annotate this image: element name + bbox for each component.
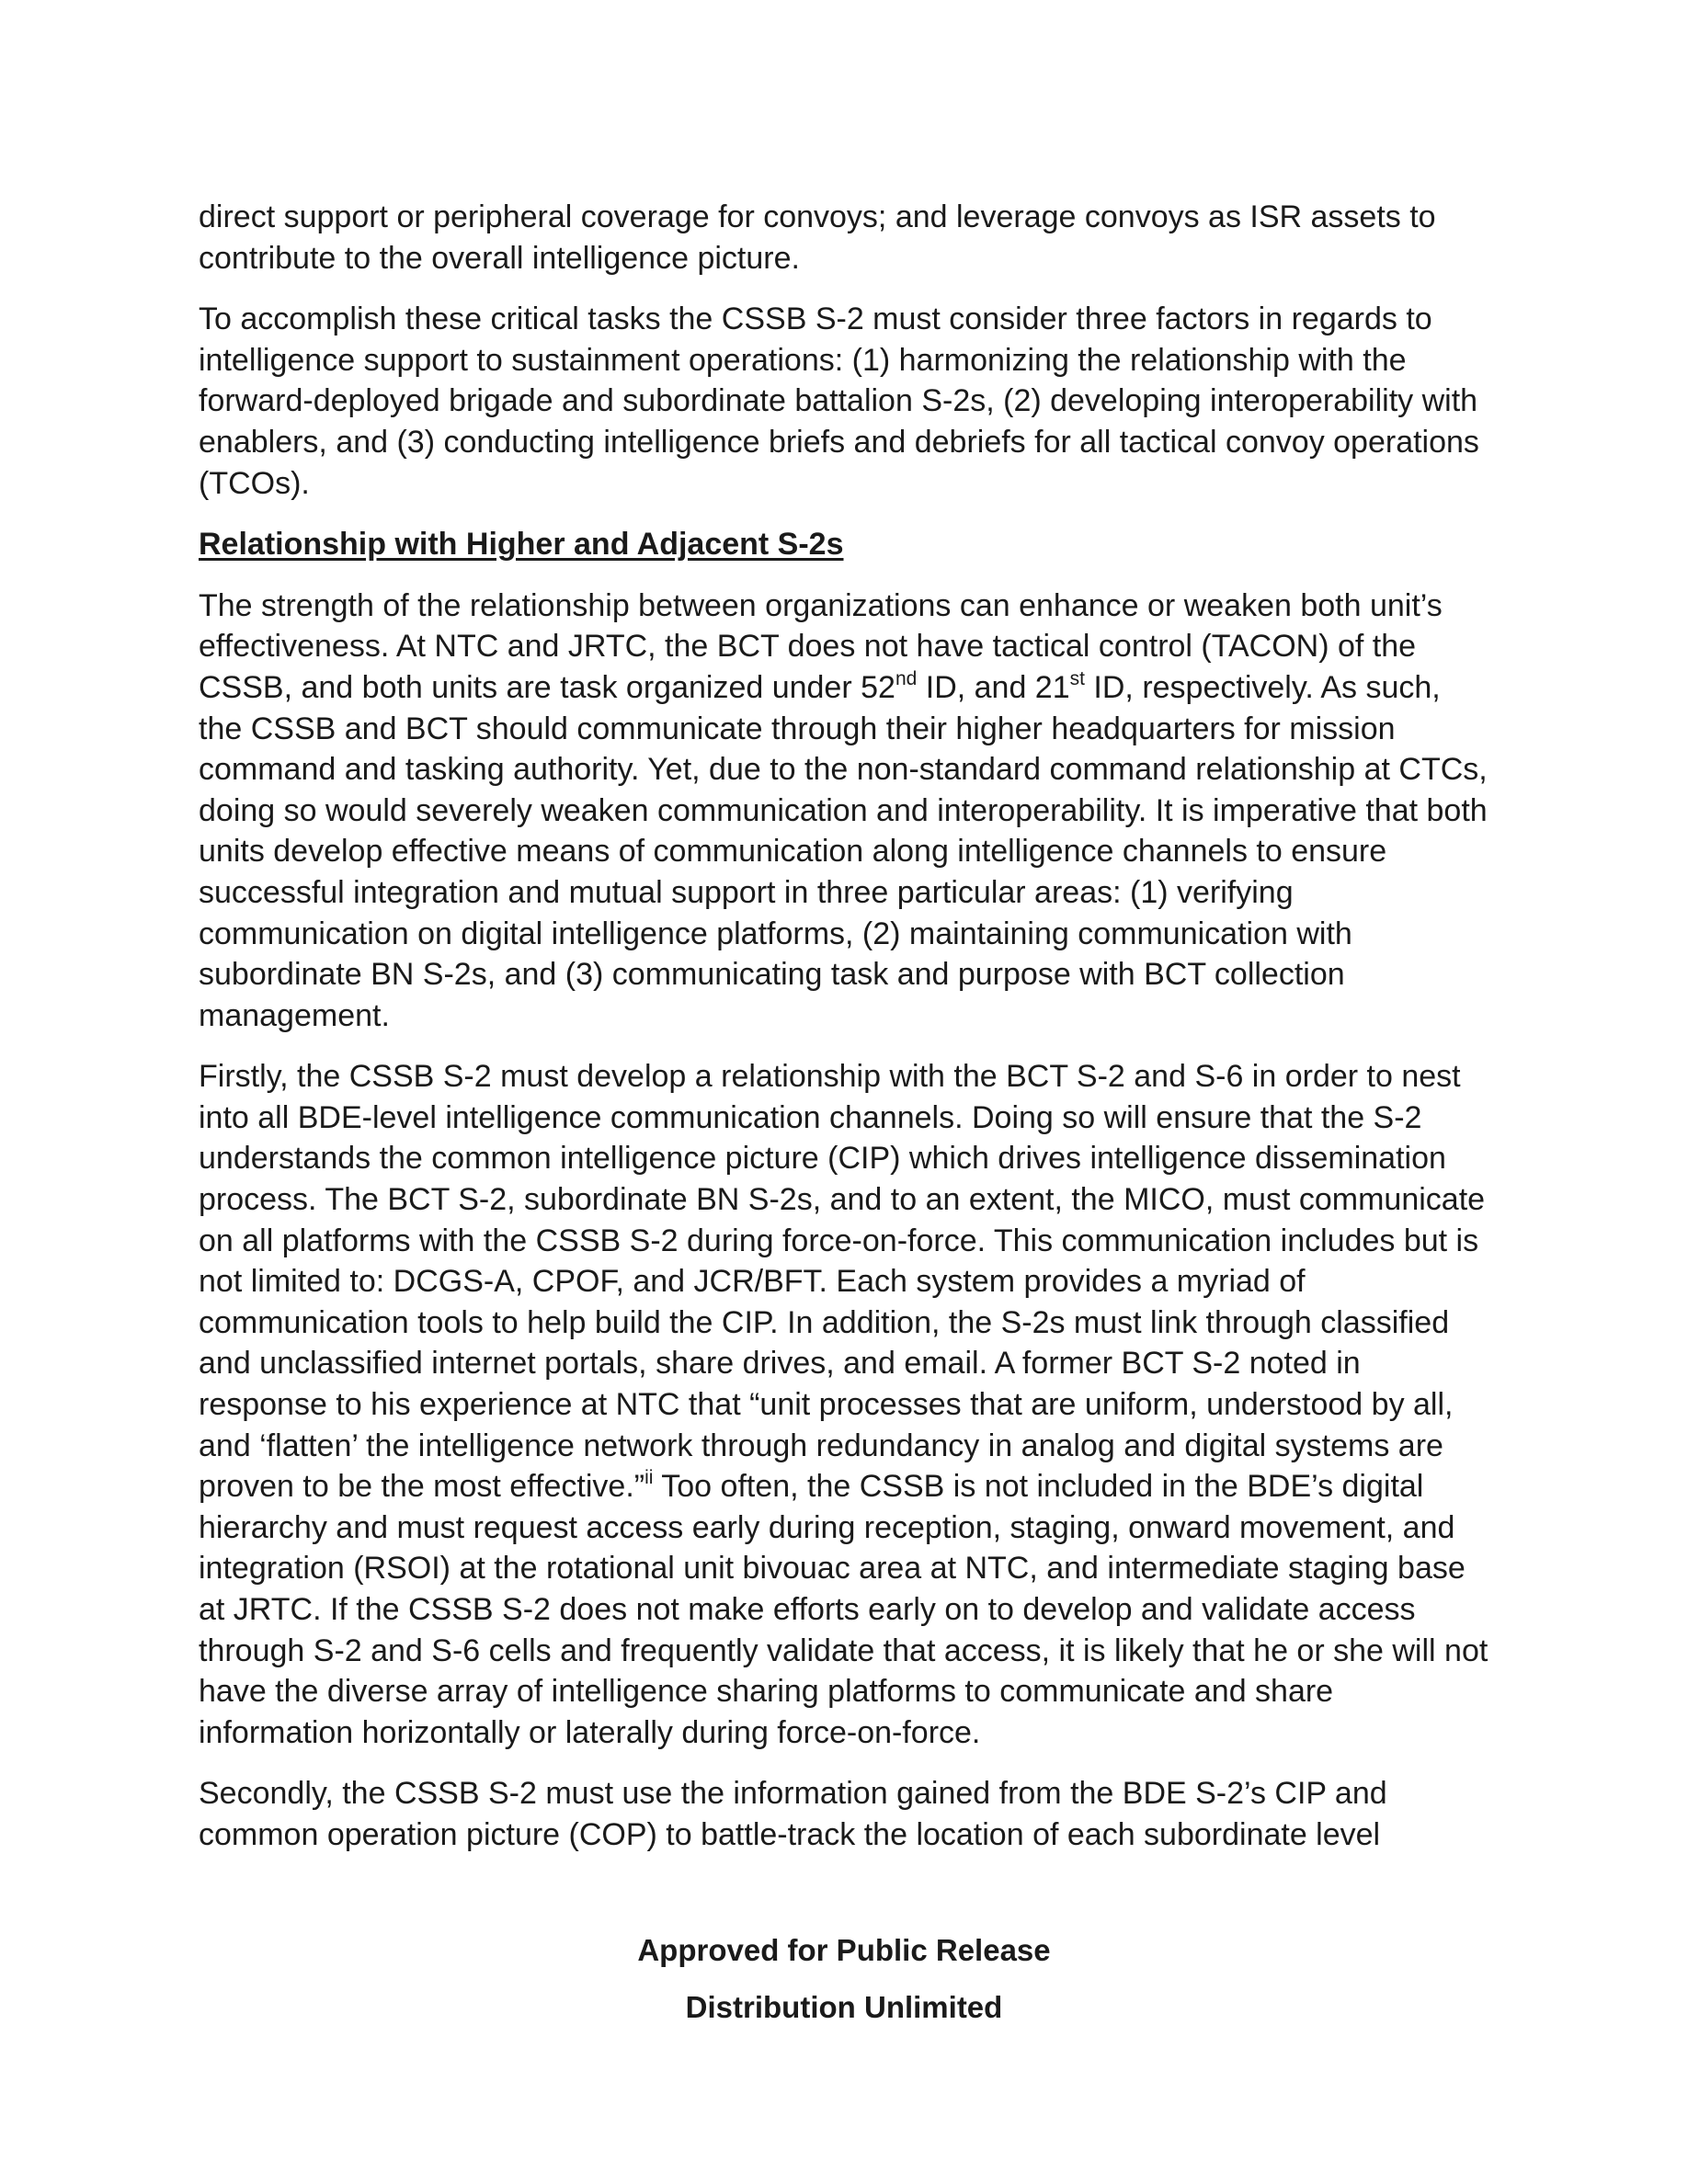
text-run: Firstly, the CSSB S-2 must develop a relationship with the BCT S-2 and S-6 in order to nest into all BDE-level intelligence communication channels. Doing so will ensure that the S-2 understands the common intelligence picture (CIP) which drives intelligence dissemination process. The BCT S-2, subordinate BN S-2s, and to an extent, the MICO, must communicate on all platforms with the CSSB S-2 during force-on-force. This communication includes but is not limited to: DCGS-A, CPOF, and JCR/BFT. Each system provides a myriad of communication tools to help build the CIP. In addition, the S-2s must link through classified and unclassified internet portals, share drives, and email. A former BCT S-2 noted in response to his experience at NTC that “unit processes that are uniform, understood by all, and ‘flatten’ the intelligence network through redundancy in analog and digital systems are proven to be the most effective.”: [199, 1059, 1486, 1505]
footer-distribution-line: Distribution Unlimited: [685, 1990, 1003, 2024]
section-heading: Relationship with Higher and Adjacent S-2s: [199, 527, 844, 563]
document-body: [199, 197, 1489, 1876]
text-run: ID, respectively. As such, the CSSB and BCT should communicate through their higher headquarters for mission command and tasking authority. Yet, due to the non-standard command relationship at CTCs, doing so would severely weaken communication and interoperability. It is imperative that both units develop effective means of communication along intelligence channels to ensure successful integration and mutual support in three particular areas: (1) verifying communication on digital intelligence platforms, (2) maintaining communication with subordinate BN S-2s, and (3) communicating task and purpose with BCT collection management.: [199, 669, 1488, 1033]
paragraph-three-factors: To accomplish these critical tasks the CSSB S-2 must consider three factors in regards to intelligence support to sustainment operations: (1) harmonizing the relationship with the forward-deployed brigade and subordinate battalion S-2s, (2) developing interoperability with enablers, and (3) conducting intelligence briefs and debriefs for all tactical convoy operations (TCOs).: [199, 301, 1479, 501]
text-run: The strength of the relationship between organizations can enhance or weaken both unit’s effectiveness. At NTC and JRTC, the BCT does not have tactical control (TACON) of the CSSB, and both units are task organized under 52: [199, 587, 1443, 705]
superscript: nd: [895, 667, 918, 689]
text-run: ID, and 21: [917, 669, 1070, 705]
text-run: Too often, the CSSB is not included in the BDE’s digital hierarchy and must request access early during reception, staging, onward movement, and integration (RSOI) at the rotational unit bivouac area at NTC, and intermediate staging base at JRTC. If the CSSB S-2 does not make efforts early on to develop and validate access through S-2 and S-6 cells and frequently validate that access, it is likely that he or she will not have the diverse array of intelligence sharing platforms to communicate and share information horizontally or laterally during force-on-force.: [199, 1469, 1488, 1750]
endnote-marker: ii: [644, 1466, 654, 1488]
paragraph-relationship-strength: [199, 586, 1489, 1037]
paragraph-convoy-support: direct support or peripheral coverage for convoys; and leverage convoys as ISR assets to contribute to the overall intelligence picture.: [199, 199, 1436, 276]
footer-release-line: Approved for Public Release: [637, 1933, 1051, 1967]
paragraph-secondly: Secondly, the CSSB S-2 must use the information gained from the BDE S-2’s CIP and common operation picture (COP) to battle-track the location of each subordinate level: [199, 1776, 1387, 1852]
paragraph-firstly: [199, 1056, 1489, 1753]
superscript: st: [1069, 667, 1085, 689]
